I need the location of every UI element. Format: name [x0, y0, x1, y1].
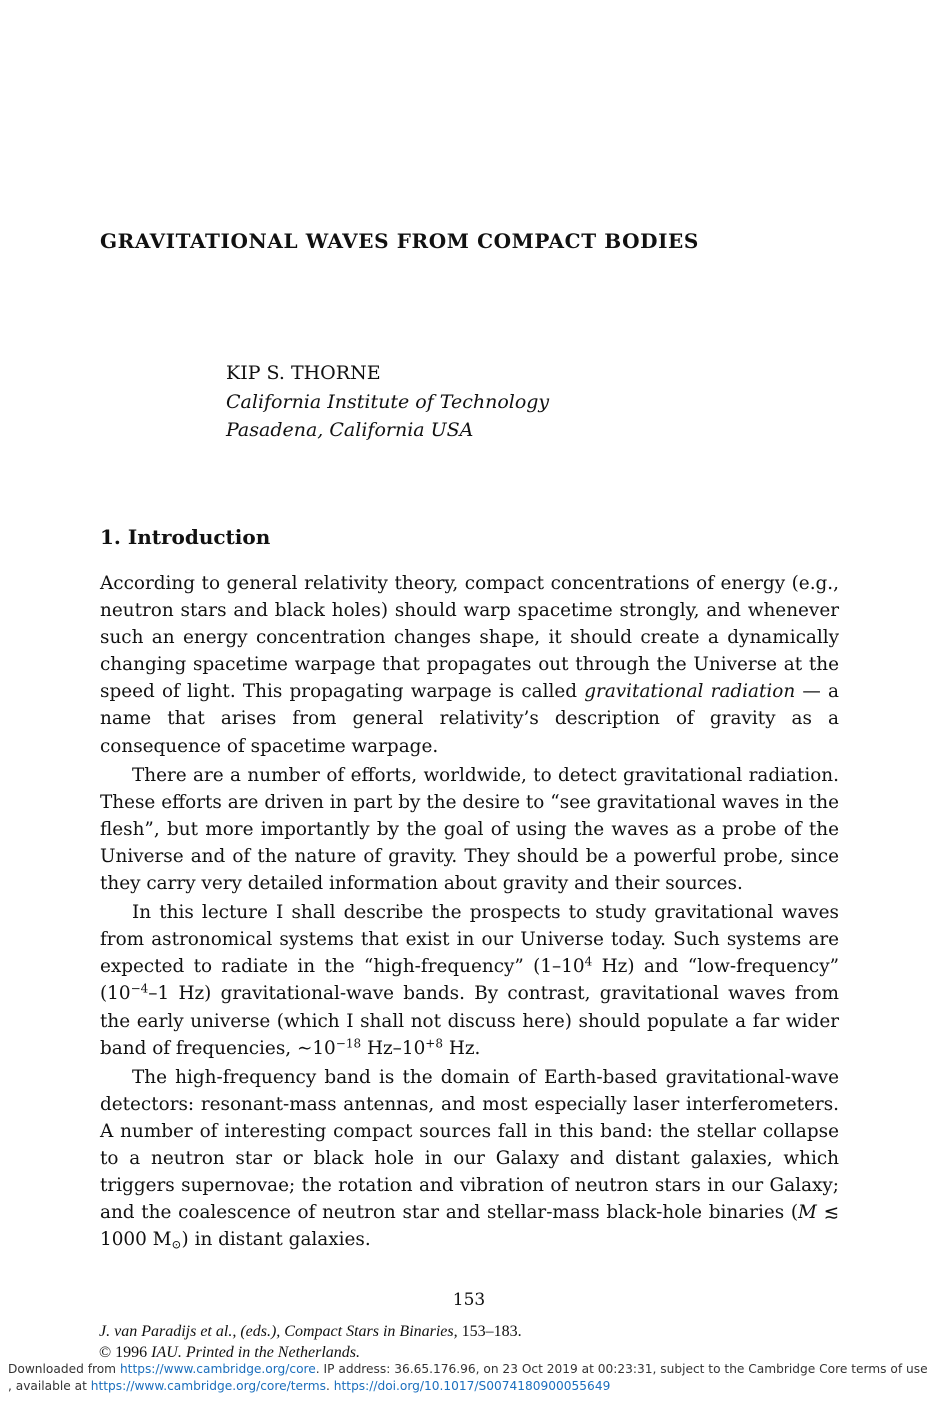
paragraph-1-text-b: — a name that arises from general relativity’s description of gravity as a consequence of spacetime warpage. [100, 681, 839, 757]
solar-mass-symbol: ⊙ [171, 1237, 182, 1252]
paragraph-4-text-a: The high-frequency band is the domain of Earth-based gravitational-wave detectors: resonant-mass antennas, and most especially laser interferometers. A number of interesting compact sources fall in this band: the stellar collapse to a neutron star or black hole in our Galaxy and distant galaxies, which triggers supernovae; the rotation and vibration of neutron stars in our Galaxy; and the coalescence of neutron star and stellar-mass black-hole binaries ( [100, 1066, 839, 1224]
paragraph-3-text-c: –1 Hz) gravitational-wave bands. By contrast, gravitational waves from the early universe (which I shall not discuss here) should populate a far wider band of frequencies, ∼10 [100, 983, 839, 1059]
citation-line-1 [99, 1321, 522, 1342]
paragraph-3-exponent-4: +8 [425, 1036, 443, 1050]
author-location: Pasadena, California USA [226, 419, 474, 441]
paragraph-4-mass-variable: M [798, 1202, 817, 1224]
citation-pages: 153–183. [457, 1323, 522, 1340]
paper-title: GRAVITATIONAL WAVES FROM COMPACT BODIES [100, 229, 699, 253]
download-footer-line-2 [8, 1378, 928, 1395]
terms-prefix: , available at [8, 1379, 91, 1393]
body-text [100, 570, 839, 1255]
paragraph-3-text-b: Hz) and “low-frequency” (10 [100, 956, 840, 1005]
author-block [226, 359, 549, 445]
author-institution: California Institute of Technology [226, 390, 550, 413]
paragraph-1 [100, 570, 839, 760]
paragraph-4-text-c: ) in distant galaxies. [181, 1229, 371, 1251]
paragraph-1-text-a: According to general relativity theory, compact concentrations of energy (e.g., neutron stars and black holes) should warp spacetime strongly, and whenever such an energy concentration changes shape, it should create a dynamically changing spacetime warpage that propagates out through the Universe at the speed of light. This propagating warpage is called [100, 573, 839, 703]
paragraph-2: There are a number of efforts, worldwide, to detect gravitational radiation. These efforts are driven in part by the desire to “see gravitational waves in the flesh”, but more importantly by the goal of using the waves as a probe of the Universe and of the nature of gravity. They should be a powerful probe, since they carry very detailed information about gravity and their sources. [100, 764, 839, 895]
doi-link[interactable]: https://doi.org/10.1017/S0074180900055649 [333, 1379, 611, 1393]
citation-source: J. van Paradijs et al., (eds.), Compact Stars in Binaries, [99, 1323, 458, 1340]
download-prefix: Downloaded from [8, 1362, 120, 1376]
paragraph-3-text-d: Hz–10 [361, 1037, 426, 1059]
link-separator: . [326, 1379, 334, 1393]
paragraph-3-text-a: In this lecture I shall describe the prospects to study gravitational waves from astronomical systems that exist in our Universe today. Such systems are expected to radiate in the “high-frequency” (1–10 [100, 902, 839, 978]
citation-line-2 [99, 1342, 522, 1363]
terms-link[interactable]: https://www.cambridge.org/core/terms [90, 1379, 327, 1393]
download-details: . IP address: 36.65.176.96, on 23 Oct 2019 at 00:23:31, subject to the Cambridge Core terms of use [315, 1362, 928, 1376]
download-footer-line-1 [8, 1361, 928, 1378]
copyright-year: © 1996 [99, 1344, 152, 1361]
section-heading: 1. Introduction [100, 525, 271, 549]
paragraph-3-exponent-2: −4 [130, 981, 149, 996]
paragraph-3-text-e: Hz. [442, 1037, 481, 1059]
page-number: 153 [452, 1290, 486, 1310]
paragraph-1-emphasis: gravitational radiation [584, 681, 796, 703]
cambridge-core-link[interactable]: https://www.cambridge.org/core [119, 1362, 316, 1376]
publisher-note: IAU. Printed in the Netherlands. [151, 1344, 361, 1361]
author-name: KIP S. THORNE [226, 362, 381, 384]
paragraph-4-text-b: ≲ 1000 M [100, 1202, 839, 1251]
paragraph-3 [100, 899, 839, 1062]
paragraph-4 [100, 1064, 839, 1254]
citation-footnote [99, 1321, 522, 1363]
paragraph-3-exponent-3: −18 [335, 1036, 362, 1050]
download-footer [8, 1361, 928, 1395]
paragraph-3-exponent-1: 4 [584, 954, 593, 969]
